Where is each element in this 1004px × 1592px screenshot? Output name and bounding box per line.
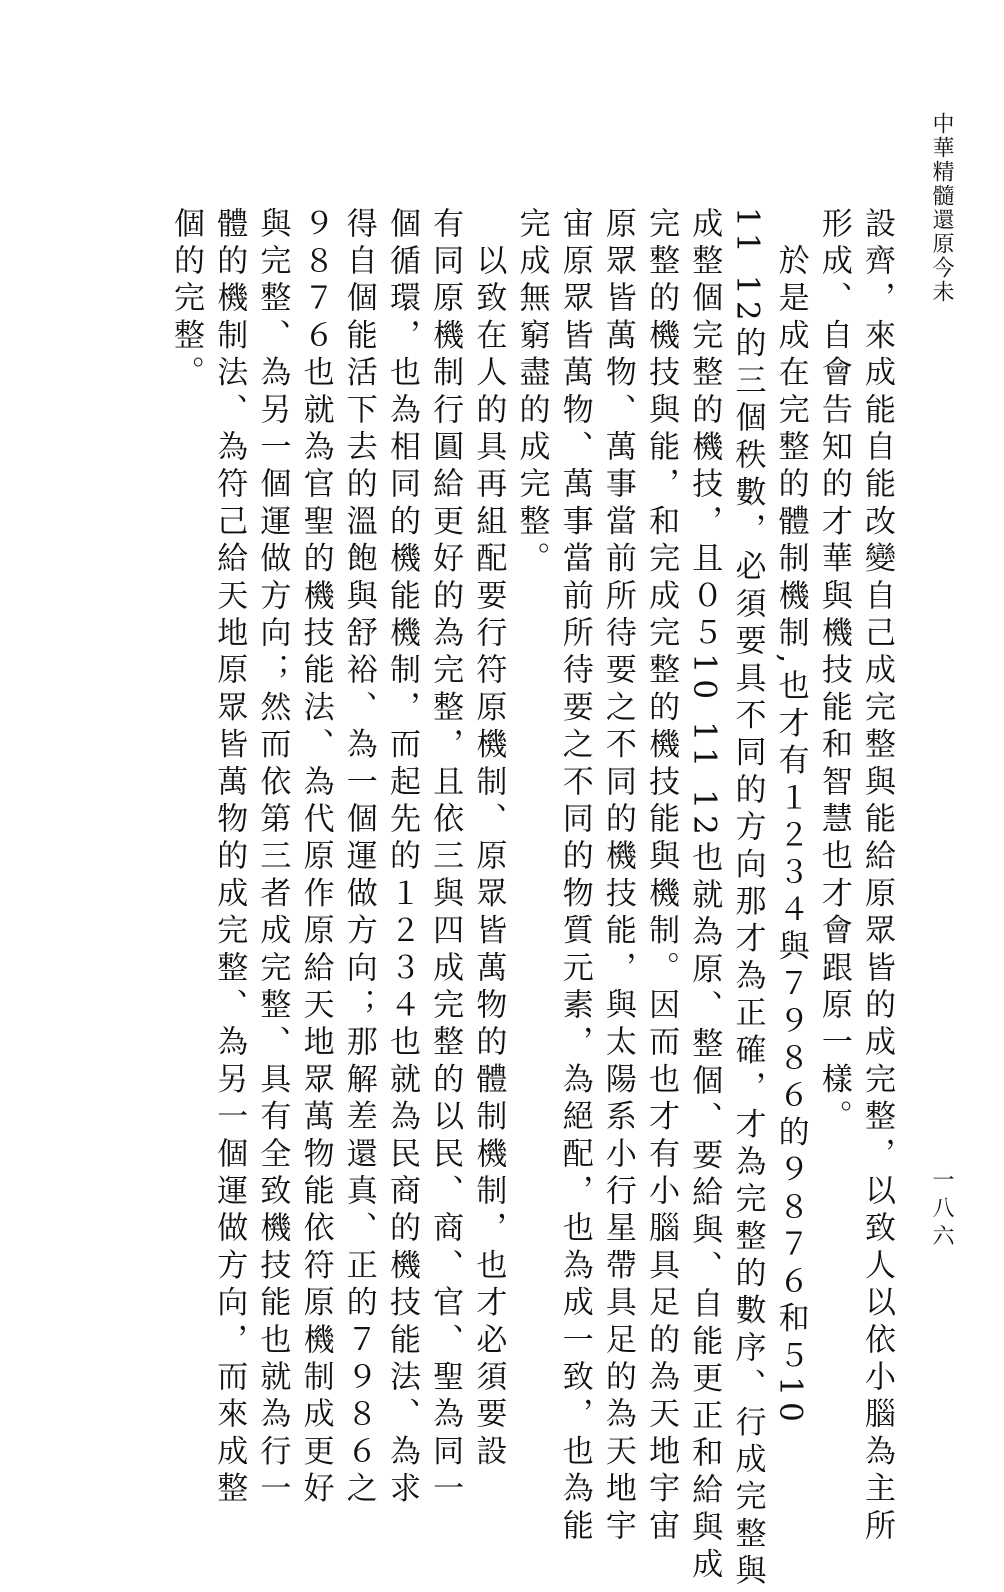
text-column: 設齊，來成能自能改變自己成完整與能給原眾皆的成完整，以致人以依小腦為主所 bbox=[859, 207, 895, 1547]
text-column: 原眾皆萬物、萬事當前所待要之不同的機技能，與太陽系小行星帶具足的為天地宇 bbox=[599, 207, 636, 1547]
text-column: 與完整、為另一個運做方向；然而依第三者成完整、具有全致機技能也就為行一 bbox=[254, 207, 291, 1509]
text-column: 於是成在完整的體制機制,也才有１２３４與７９８６的９８７６和５10 bbox=[772, 207, 809, 1429]
text-column: 個循環，也為相同的機能機制，而起先的１２３４也就為民商的機技能法、為求 bbox=[383, 207, 420, 1509]
text-column: 得自個能活下去的溫飽與舒裕、為一個運做方向；那解差還真、正的７９８６之 bbox=[340, 207, 377, 1509]
page-number: 一八六 bbox=[929, 1168, 954, 1252]
text-column: 宙原眾皆萬物、萬事當前所待要之不同的物質元素，為絕配，也為成一致，也為能 bbox=[556, 207, 593, 1547]
body-text bbox=[120, 207, 898, 1592]
text-column: 完整的機技與能，和完成完整的機技能與機制。因而也才有小腦具足的為天地宇宙 bbox=[643, 207, 680, 1547]
text-column: 成整個完整的機技，且０５10 11 12也就為原、整個、要給與、自能更正和給與成 bbox=[686, 207, 723, 1586]
text-column: 以致在人的具再組配要行符原機制、原眾皆萬物的體制機制，也才必須要設 bbox=[470, 207, 507, 1472]
text-column: 有同原機制行圓給更好的為完整，且依三與四成完整的以民、商、官、聖為同一 bbox=[427, 207, 464, 1509]
text-column: 個的完整。 bbox=[168, 207, 204, 393]
text-column: 形成、自會告知的才華與機技能和智慧也才會跟原一樣。 bbox=[815, 207, 852, 1137]
text-column: 體的機制法、為符己給天地原眾皆萬物的成完整、為另一個運做方向，而來成整 bbox=[211, 207, 248, 1509]
text-column: 完成無窮盡的成完整。 bbox=[513, 207, 550, 579]
book-title: 中華精髓還原今未 bbox=[929, 112, 954, 304]
text-column: ９８７６也就為官聖的機技能法、為代原作原給天地眾萬物能依符原機制成更好 bbox=[297, 207, 334, 1509]
text-column: 11 12的三個秩數，必須要具不同的方向那才為正確，才為完整的數序、行成完整與 bbox=[729, 207, 766, 1592]
